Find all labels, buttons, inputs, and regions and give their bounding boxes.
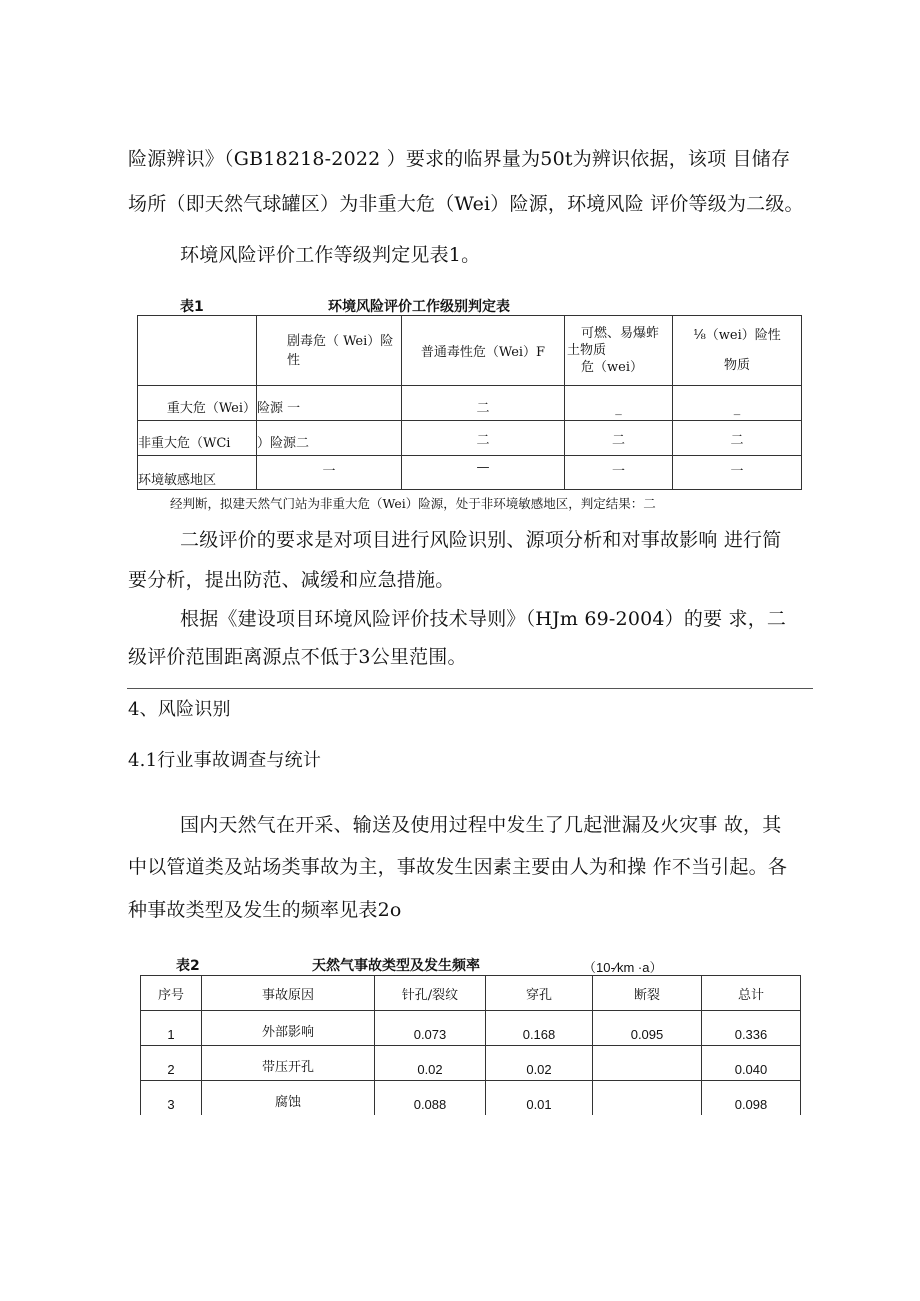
table-cell: _ (565, 386, 673, 421)
accident-frequency-table (140, 975, 801, 1115)
table-cell: 环境敏感地区 (138, 456, 257, 490)
table-cell: 带压开孔 (202, 1046, 375, 1081)
table-header-cell: 穿孔 (486, 976, 593, 1011)
table-row (138, 456, 802, 490)
table-cell (593, 1081, 702, 1115)
section-divider (127, 688, 813, 689)
table-row (138, 421, 802, 456)
table-cell: 0.01 (486, 1081, 593, 1115)
table-cell: _ (673, 386, 802, 421)
table-row (141, 1011, 801, 1046)
table-cell: 二 (402, 421, 565, 456)
table-header-cell (673, 316, 802, 386)
table1-label: 表1 (180, 299, 204, 315)
table-cell: 0.336 (702, 1011, 801, 1046)
header-text: 物质 (723, 357, 750, 373)
table-row (141, 1046, 801, 1081)
subsection-heading: 4.1行业事故调查与统计 (128, 750, 322, 771)
risk-level-table (137, 315, 802, 490)
table-cell: 非重大危（WCi (138, 421, 257, 456)
header-text: 土物质 (567, 343, 607, 358)
table-cell: 0.02 (375, 1046, 486, 1081)
header-text: 剧毒危（ Wei）险性 (287, 333, 394, 368)
paragraph-line: 二级评价的要求是对项目进行风险识别、源项分析和对事故影响 进行简 (180, 529, 782, 551)
paragraph-line: 要分析，提出防范、减缓和应急措施。 (128, 569, 455, 591)
table-cell: 0.098 (702, 1081, 801, 1115)
table-cell: 0.168 (486, 1011, 593, 1046)
paragraph-line: 级评价范围距离源点不低于3公里范围。 (128, 646, 467, 668)
table-header-empty (138, 316, 257, 386)
table-cell: 一 (257, 456, 402, 490)
paragraph-line: 环境风险评价工作等级判定见表1。 (180, 244, 481, 266)
table-header-cell (565, 316, 673, 386)
table-cell: 二 (402, 386, 565, 421)
table-header-cell: 针孔/裂纹 (375, 976, 486, 1011)
table-cell (593, 1046, 702, 1081)
table-cell: 外部影响 (202, 1011, 375, 1046)
header-text: 普通毒性危（Wei）F (420, 345, 546, 360)
table-header-cell (402, 316, 565, 386)
paragraph-line: 根据《建设项目环境风险评价技术导则》（HJm 69-2004）的要 求，二 (180, 608, 787, 630)
table1-note: 经判断，拟建天然气门站为非重大危（Wei）险源，处于非环境敏感地区，判定结果：二 (170, 496, 656, 511)
table-cell: 一 (565, 456, 673, 490)
paragraph-line: 种事故类型及发生的频率见表2o (128, 899, 402, 921)
table-header-cell: 事故原因 (202, 976, 375, 1011)
table-cell: 二 (673, 421, 802, 456)
table-cell: 0.088 (375, 1081, 486, 1115)
paragraph-line: 险源辨识》（GB18218-2022 ）要求的临界量为50t为辨识依据，该项 目储存 (128, 148, 791, 170)
table-cell: 腐蚀 (202, 1081, 375, 1115)
table-header-row (141, 976, 801, 1011)
table-cell: ）险源二 (257, 421, 402, 456)
table-cell: 0.095 (593, 1011, 702, 1046)
table-header-cell: 断裂 (593, 976, 702, 1011)
table-cell: 0.040 (702, 1046, 801, 1081)
table-cell: 重大危（Wei） (138, 386, 257, 421)
table-header-cell (257, 316, 402, 386)
table-cell: 2 (141, 1046, 202, 1081)
table-cell: 1 (141, 1011, 202, 1046)
table2-unit: （10-⁄km ·a） (583, 960, 663, 975)
table-cell: 险源 一 (257, 386, 402, 421)
table-row (138, 386, 802, 421)
table-cell: — (402, 456, 565, 490)
table-cell: 0.02 (486, 1046, 593, 1081)
table-header-cell: 总计 (702, 976, 801, 1011)
table2-title: 天然气事故类型及发生频率 (312, 958, 480, 974)
table-cell: 一 (673, 456, 802, 490)
header-text: ⅛（wei）险性 (693, 327, 781, 343)
table-cell: 3 (141, 1081, 202, 1115)
section-heading: 4、风险识别 (128, 699, 231, 720)
table1-title: 环境风险评价工作级别判定表 (328, 299, 510, 315)
table2-label: 表2 (176, 958, 200, 974)
paragraph-line: 场所（即天然气球罐区）为非重大危（Wei）险源，环境风险 评价等级为二级。 (128, 193, 804, 215)
paragraph-line: 中以管道类及站场类事故为主，事故发生因素主要由人为和操 作不当引起。各 (128, 856, 788, 878)
paragraph-line: 国内天然气在开采、输送及使用过程中发生了几起泄漏及火灾事 故，其 (180, 814, 782, 836)
table-row (141, 1081, 801, 1115)
header-text: 危（wei） (581, 360, 643, 375)
table-header-cell: 序号 (141, 976, 202, 1011)
table-cell: 二 (565, 421, 673, 456)
header-text: 可燃、易爆蚱 (581, 326, 660, 341)
table-cell: 0.073 (375, 1011, 486, 1046)
